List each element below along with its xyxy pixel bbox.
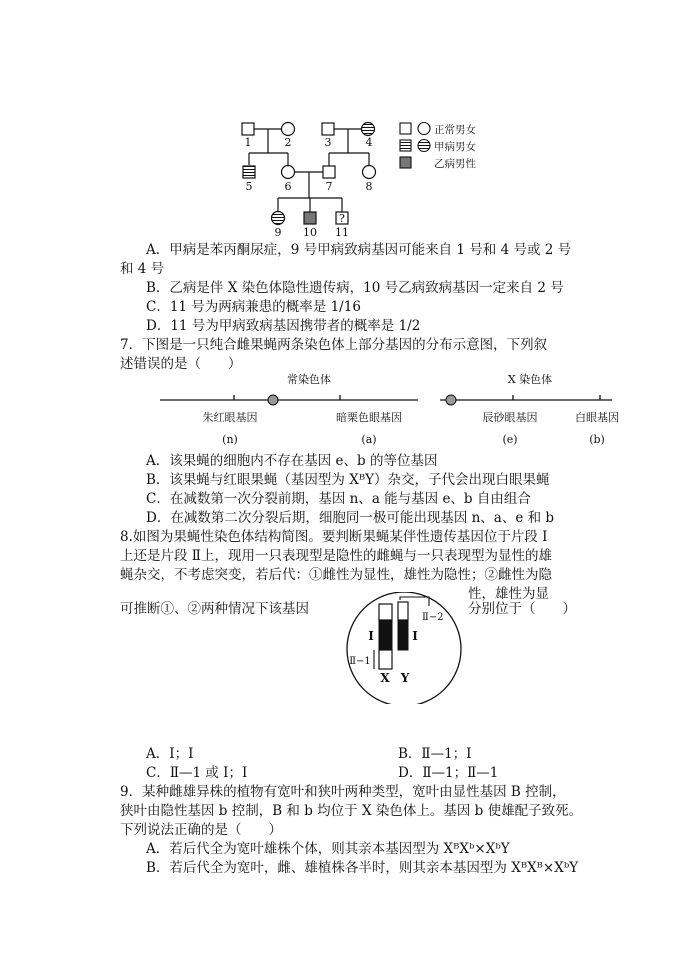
q8-stem-line5b: 分别位于（ ） — [468, 601, 576, 617]
q8-option-d: D．Ⅱ—1；Ⅱ—1 — [398, 765, 499, 781]
pedigree-label-4: 4 — [365, 136, 373, 149]
pedigree-individual-2 — [282, 123, 295, 136]
pedigree-label-1: 1 — [244, 136, 252, 149]
chromosome-gene-map — [0, 368, 688, 450]
pedigree-label-2: 2 — [284, 136, 292, 149]
q8-stem-line1: 8.如图为果蝇性染色体结构简图。要判断果蝇某伴性遗传基因位于片段 Ⅰ — [120, 529, 548, 545]
q7-stem-line1: 7．下图是一只纯合雌果蝇两条染色体上部分基因的分布示意图，下列叙 — [120, 337, 548, 353]
gene-symbol-a: (a) — [361, 433, 377, 446]
autosome-centromere — [268, 395, 278, 405]
segment-i-right-label: Ⅰ — [412, 629, 418, 643]
pedigree-label-11: 11 — [335, 226, 349, 239]
pedigree-label-3: 3 — [324, 136, 332, 149]
pedigree-individual-1 — [242, 123, 254, 135]
pedigree-label-6: 6 — [284, 180, 292, 193]
q7-option-c: C．在减数第一次分裂前期，基因 n、a 能与基因 e、b 自由组合 — [146, 491, 531, 507]
unknown-mark: ? — [339, 212, 345, 225]
pedigree-individual-9 — [272, 212, 285, 225]
pedigree-individual-5 — [243, 166, 255, 178]
sex-chromosome-diagram — [338, 592, 470, 704]
x-centromere — [446, 395, 456, 405]
x-chromosome-title: X 染色体 — [507, 373, 553, 386]
x-chromosome-homologous — [379, 620, 392, 650]
pedigree-individual-6 — [282, 166, 295, 179]
q9-stem-line3: 下列说法正确的是（ ） — [120, 822, 282, 838]
q8-stem-line3: 蝇杂交，不考虑突变，若后代：①雌性为显性，雄性为隐性；②雌性为隐 — [120, 567, 552, 583]
segment-ii2-label: Ⅱ−2 — [422, 612, 444, 623]
q6-option-a-line1: A．甲病是苯丙酮尿症，9 号甲病致病基因可能来自 1 号和 4 号或 2 号 — [146, 242, 572, 258]
pedigree-label-9: 9 — [274, 226, 282, 239]
pedigree-lines — [249, 129, 369, 212]
gene-symbol-b: (b) — [589, 433, 605, 446]
pedigree-label-5: 5 — [245, 180, 253, 193]
pedigree-individual-7 — [323, 166, 335, 178]
q9-option-b: B．若后代全为宽叶，雌、雄植株各半时，则其亲本基因型为 XᴮXᴮ×XᵇY — [146, 860, 579, 876]
segment-i-left-label: Ⅰ — [368, 629, 374, 643]
legend-normal-female-icon — [418, 123, 430, 135]
pedigree-chart — [0, 0, 688, 250]
autosome-title: 常染色体 — [287, 373, 331, 386]
q6-option-a-line2: 和 4 号 — [120, 261, 165, 277]
q8-option-c: C．Ⅱ—1 或 Ⅰ；Ⅰ — [146, 765, 248, 781]
q9-stem-line2: 狭叶由隐性基因 b 控制，B 和 b 均位于 X 染色体上。基因 b 使雄配子致死。 — [120, 803, 583, 819]
legend-normal-label: 正常男女 — [434, 124, 476, 136]
legend-disease-b-male-icon — [400, 157, 411, 168]
q6-option-d: D．11 号为甲病致病基因携带者的概率是 1/2 — [146, 318, 421, 334]
pedigree-individual-3 — [322, 123, 334, 135]
q7-option-d: D．在减数第二次分裂后期，细胞同一极可能出现基因 n、a、e 和 b — [146, 510, 555, 526]
q8-stem-line5a: 可推断①、②两种情况下该基因 — [120, 601, 309, 617]
q8-option-a: A．Ⅰ；Ⅰ — [146, 746, 194, 762]
legend-disease-a-female-icon — [418, 140, 430, 152]
pedigree-label-8: 8 — [365, 180, 373, 193]
gene-name-a: 暗栗色眼基因 — [336, 411, 402, 424]
y-chromosome-label: Y — [400, 671, 410, 685]
q7-option-b: B．该果蝇与红眼果蝇（基因型为 XᴮY）杂交，子代会出现白眼果蝇 — [146, 472, 550, 488]
y-chromosome-nonhomologous — [398, 602, 408, 620]
q7-stem-line2: 述错误的是（ ） — [120, 356, 242, 372]
segment-ii1-label: Ⅱ−1 — [349, 656, 371, 667]
legend-disease-a-male-icon — [400, 140, 411, 151]
q9-option-a: A．若后代全为宽叶雄株个体，则其亲本基因型为 XᴮXᵇ×XᵇY — [146, 841, 510, 857]
q8-stem-line2: 上还是片段 Ⅱ上，现用一只表现型是隐性的雌蝇与一只表现型为显性的雄 — [120, 548, 552, 564]
legend-disease-a-label: 甲病男女 — [434, 141, 476, 153]
q7-option-a: A．该果蝇的细胞内不存在基因 e、b 的等位基因 — [146, 453, 438, 469]
q6-option-b: B．乙病是伴 X 染色体隐性遗传病，10 号乙病致病基因一定来自 2 号 — [146, 280, 564, 296]
gene-name-e: 辰砂眼基因 — [482, 411, 538, 424]
pedigree-individual-8 — [363, 166, 376, 179]
pedigree-individual-10 — [304, 212, 316, 224]
y-chromosome-homologous — [398, 620, 408, 650]
gene-symbol-n: (n) — [222, 433, 238, 446]
pedigree-legend — [400, 123, 476, 171]
q8-stem-line4: 性，雄性为显 — [468, 586, 549, 602]
q8-option-b: B．Ⅱ—1；Ⅰ — [398, 746, 472, 762]
pedigree-label-10: 10 — [303, 226, 317, 239]
gene-symbol-e: (e) — [502, 433, 518, 446]
x-chromosome-top — [379, 604, 392, 620]
pedigree-individual-4 — [362, 123, 375, 136]
pedigree-label-7: 7 — [325, 180, 333, 193]
legend-disease-b-label: 乙病男性 — [434, 158, 476, 170]
gene-name-n: 朱红眼基因 — [202, 411, 258, 424]
q9-stem-line1: 9．某种雌雄异株的植物有宽叶和狭叶两种类型，宽叶由显性基因 B 控制， — [120, 784, 566, 800]
legend-normal-male-icon — [400, 123, 411, 134]
x-chromosome-nonhomologous — [379, 650, 392, 669]
gene-name-b: 白眼基因 — [575, 411, 619, 424]
q6-option-c: C．11 号为两病兼患的概率是 1/16 — [146, 299, 361, 315]
x-chromosome-label: X — [380, 671, 390, 685]
